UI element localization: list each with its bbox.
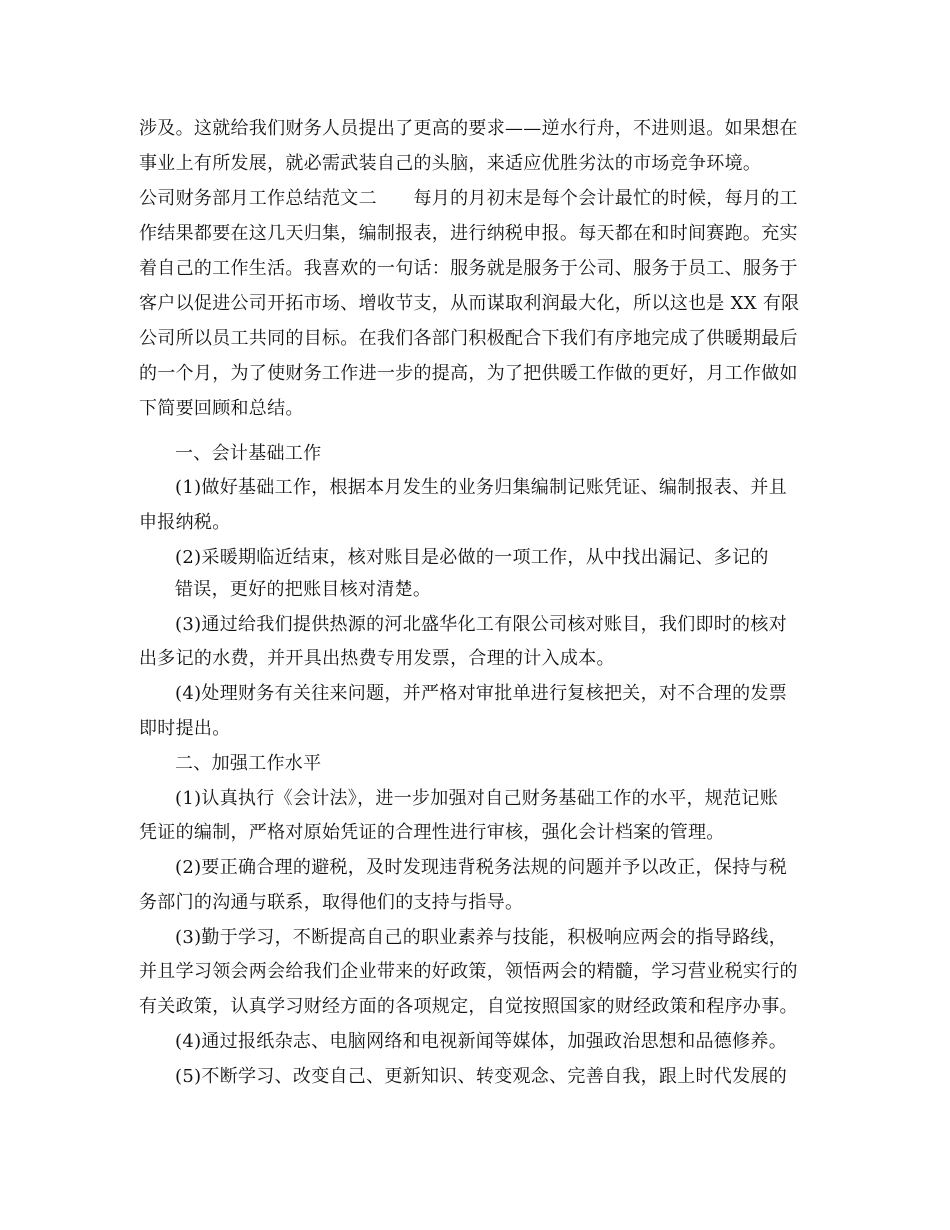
text-line: 客户以促进公司开拓市场、增收节支，从而谋取利润最大化，所以这也是 XX 有限 (139, 293, 800, 314)
list-item-line: 有关政策，认真学习财经方面的各项规定，自觉按照国家的财经政策和程序办事。 (139, 996, 798, 1017)
text-line: 事业上有所发展，就必需武装自己的头脑，来适应优胜劣汰的市场竞争环境。 (139, 153, 762, 174)
subheading-strengthen-work: 二、加强工作水平 (175, 753, 322, 774)
list-item-line: 出多记的水费，并开具出热费专用发票，合理的计入成本。 (139, 648, 615, 669)
list-item-line: (3)勤于学习，不断提高自己的职业素养与技能，积极响应两会的指导路线， (175, 927, 787, 948)
list-item-line: (2)采暖期临近结束，核对账目是必做的一项工作，从中找出漏记、多记的 (175, 547, 769, 568)
list-item-line: (3)通过给我们提供热源的河北盛华化工有限公司核对账目，我们即时的核对 (175, 614, 787, 635)
text-line: 公司所以员工共同的目标。在我们各部门积极配合下我们有序地完成了供暖期最后 (139, 328, 798, 349)
list-item-line: 务部门的沟通与联系，取得他们的支持与指导。 (139, 892, 524, 913)
list-item-line: 凭证的编制，严格对原始凭证的合理性进行审核，强化会计档案的管理。 (139, 822, 725, 843)
list-item-line: (1)做好基础工作，根据本月发生的业务归集编制记账凭证、编制报表、并且 (175, 477, 787, 498)
text-line: 着自己的工作生活。我喜欢的一句话：服务就是服务于公司、服务于员工、服务于 (139, 258, 798, 279)
list-item-line: (4)通过报纸杂志、电脑网络和电视新闻等媒体，加强政治思想和品德修养。 (175, 1031, 787, 1052)
text-line: 作结果都要在这几天归集，编制报表，进行纳税申报。每天都在和时间赛跑。充实 (139, 223, 798, 244)
list-item-line: 即时提出。 (139, 718, 231, 739)
list-item-line: (1)认真执行《会计法》，进一步加强对自己财务基础工作的水平，规范记账 (175, 788, 778, 809)
section-heading-line: 公司财务部月工作总结范文二 每月的月初末是每个会计最忙的时候，每月的工 (139, 188, 798, 209)
list-item-line: (4)处理财务有关往来问题，并严格对审批单进行复核把关，对不合理的发票 (175, 683, 787, 704)
list-item-line: 错误，更好的把账目核对清楚。 (175, 579, 432, 600)
list-item-line: (5)不断学习、改变自己、更新知识、转变观念、完善自我，跟上时代发展的 (175, 1066, 787, 1087)
list-item-line: 并且学习领会两会给我们企业带来的好政策，领悟两会的精髓，学习营业税实行的 (139, 961, 798, 982)
text-line: 涉及。这就给我们财务人员提出了更高的要求——逆水行舟，不进则退。如果想在 (139, 118, 798, 139)
subheading-accounting-basics: 一、会计基础工作 (175, 443, 322, 464)
text-line: 下简要回顾和总结。 (139, 398, 304, 419)
text-line: 的一个月，为了使财务工作进一步的提高，为了把供暖工作做的更好，月工作做如 (139, 363, 798, 384)
list-item-line: 申报纳税。 (139, 512, 231, 533)
list-item-line: (2)要正确合理的避税，及时发现违背税务法规的问题并予以改正，保持与税 (175, 857, 787, 878)
